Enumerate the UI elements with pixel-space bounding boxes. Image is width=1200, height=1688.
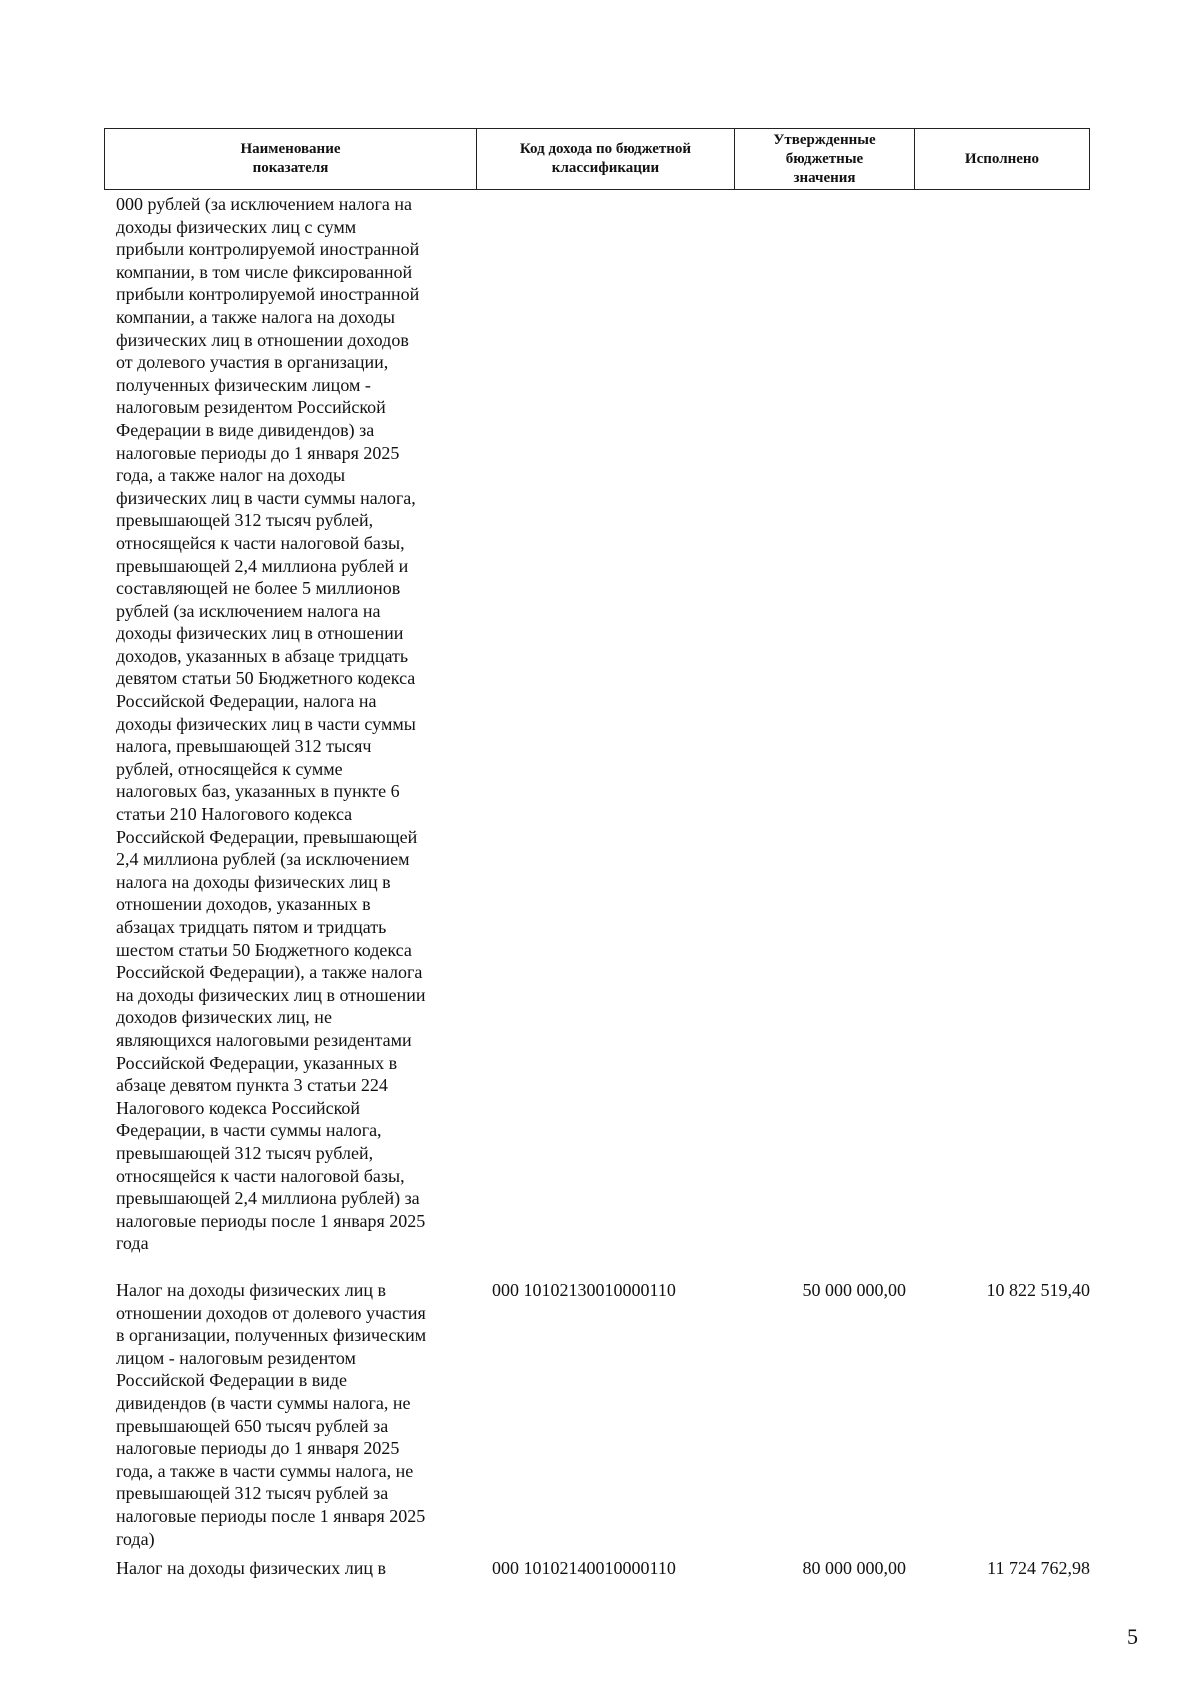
row-name-line: превышающей 650 тысяч рублей за xyxy=(116,1415,389,1436)
header-name-line: Наименование xyxy=(240,141,341,157)
row-done: 10 822 519,40 xyxy=(986,1280,1090,1300)
header-name-line: показателя xyxy=(252,160,329,176)
row-name-line: превышающей 2,4 миллиона рублей) за xyxy=(116,1188,420,1209)
row-name-line: полученных физическим лицом - xyxy=(116,374,371,395)
row-name-line: от долевого участия в организации, xyxy=(116,352,389,373)
row-name-line: налога, превышающей 312 тысяч xyxy=(116,736,372,757)
row-name xyxy=(104,1557,476,1580)
header-code-line: классификации xyxy=(551,160,660,176)
row-name-line: превышающей 312 тысяч рублей за xyxy=(116,1483,389,1504)
row-approved xyxy=(734,193,914,1255)
row-name-line: доходов, указанных в абзаце тридцать xyxy=(116,645,409,666)
header-code-line: Код дохода по бюджетной xyxy=(519,141,692,157)
row-name-line: на доходы физических лиц в отношении xyxy=(116,984,426,1005)
row-name-line: налоговые периоды до 1 января 2025 xyxy=(116,1438,400,1459)
row-name-line: Российской Федерации, налога на xyxy=(116,691,377,712)
row-name-line: года xyxy=(116,1233,149,1254)
row-name-line: Федерации, в части суммы налога, xyxy=(116,1120,382,1141)
row-name-line: компании, в том числе фиксированной xyxy=(116,261,413,282)
table-header xyxy=(104,128,1090,190)
row-done xyxy=(914,193,1090,1255)
row-name-line: Российской Федерации), а также налога xyxy=(116,962,423,983)
row-name-line: в организации, полученных физическим xyxy=(116,1325,427,1346)
row-name-line: относящейся к части налоговой базы, xyxy=(116,532,405,553)
header-approved xyxy=(735,129,915,189)
row-name-line: прибыли контролируемой иностранной xyxy=(116,284,420,305)
row-name-line: отношении доходов от долевого участия xyxy=(116,1302,426,1323)
row-code: 000 10102130010000110 xyxy=(492,1280,676,1300)
row-name-line: налоговым резидентом Российской xyxy=(116,397,386,418)
row-name-line: физических лиц в части суммы налога, xyxy=(116,487,416,508)
row-name-line: отношении доходов, указанных в xyxy=(116,894,371,915)
row-name-line: компании, а также налога на доходы xyxy=(116,306,395,327)
header-approved-line: Утвержденные xyxy=(773,131,876,148)
row-name-line: абзаце девятом пункта 3 статьи 224 xyxy=(116,1075,388,1096)
row-name-line: года, а также в части суммы налога, не xyxy=(116,1460,414,1481)
row-name-line: являющихся налоговыми резидентами xyxy=(116,1029,412,1050)
row-name-line: шестом статьи 50 Бюджетного кодекса xyxy=(116,939,412,960)
row-name-line: дивидендов (в части суммы налога, не xyxy=(116,1392,411,1413)
row-name-line: девятом статьи 50 Бюджетного кодекса xyxy=(116,668,416,689)
row-name-line: составляющей не более 5 миллионов xyxy=(116,578,401,599)
row-approved: 80 000 000,00 xyxy=(802,1558,906,1578)
header-approved-line: бюджетные xyxy=(785,150,864,167)
row-name-line: Налог на доходы физических лиц в xyxy=(116,1558,387,1578)
row-name-line: налоговые периоды до 1 января 2025 xyxy=(116,442,400,463)
row-name-line: доходы физических лиц в отношении xyxy=(116,623,404,644)
table-row xyxy=(104,1557,1090,1580)
row-name-line: доходов физических лиц, не xyxy=(116,1007,332,1028)
row-name-line: абзацах тридцать пятом и тридцать xyxy=(116,917,387,937)
row-name-line: Налогового кодекса Российской xyxy=(116,1097,361,1118)
header-name xyxy=(105,129,477,189)
row-name-line: налога на доходы физических лиц в xyxy=(116,871,391,892)
row-name-line: Российской Федерации, превышающей xyxy=(116,826,418,847)
row-name-line: 000 рублей (за исключением налога на xyxy=(116,194,412,214)
row-name-line: прибыли контролируемой иностранной xyxy=(116,239,420,260)
row-name-line: налоговые периоды после 1 января 2025 xyxy=(116,1505,426,1526)
row-name-line: физических лиц в отношении доходов xyxy=(116,329,409,350)
row-name-line: относящейся к части налоговой базы, xyxy=(116,1165,405,1186)
row-name-line: статьи 210 Налогового кодекса xyxy=(116,804,353,825)
row-name-line: 2,4 миллиона рублей (за исключением xyxy=(116,849,410,870)
row-name xyxy=(104,1279,476,1550)
row-code xyxy=(476,193,734,1255)
row-code: 000 10102140010000110 xyxy=(492,1558,676,1578)
row-approved: 50 000 000,00 xyxy=(802,1280,906,1300)
row-name-line: года, а также налог на доходы xyxy=(116,465,346,486)
row-name-line: превышающей 2,4 миллиона рублей и xyxy=(116,555,409,576)
row-name-line: Федерации в виде дивидендов) за xyxy=(116,419,375,440)
row-done: 11 724 762,98 xyxy=(987,1558,1090,1578)
row-name-line: налоговые периоды после 1 января 2025 xyxy=(116,1210,426,1231)
table-row xyxy=(104,193,1090,1255)
row-name-line: Российской Федерации, указанных в xyxy=(116,1052,398,1073)
header-done: Исполнено xyxy=(964,150,1040,167)
row-name-line: доходы физических лиц с сумм xyxy=(116,216,357,237)
row-name xyxy=(104,193,476,1255)
row-name-line: Налог на доходы физических лиц в xyxy=(116,1280,387,1300)
header-approved-line: значения xyxy=(793,169,856,186)
row-name-line: лицом - налоговым резидентом xyxy=(116,1347,356,1368)
row-name-line: доходы физических лиц в части суммы xyxy=(116,713,416,734)
row-name-line: налоговых баз, указанных в пункте 6 xyxy=(116,781,400,802)
header-code xyxy=(477,129,735,189)
row-name-line: превышающей 312 тысяч рублей, xyxy=(116,510,374,531)
page-number: 5 xyxy=(1127,1624,1138,1649)
row-name-line: рублей (за исключением налога на xyxy=(116,600,381,621)
row-name-line: Российской Федерации в виде xyxy=(116,1370,347,1391)
row-name-line: года) xyxy=(116,1528,155,1549)
row-name-line: превышающей 312 тысяч рублей, xyxy=(116,1142,374,1163)
row-name-line: рублей, относящейся к сумме xyxy=(116,758,343,779)
table-row xyxy=(104,1279,1090,1550)
